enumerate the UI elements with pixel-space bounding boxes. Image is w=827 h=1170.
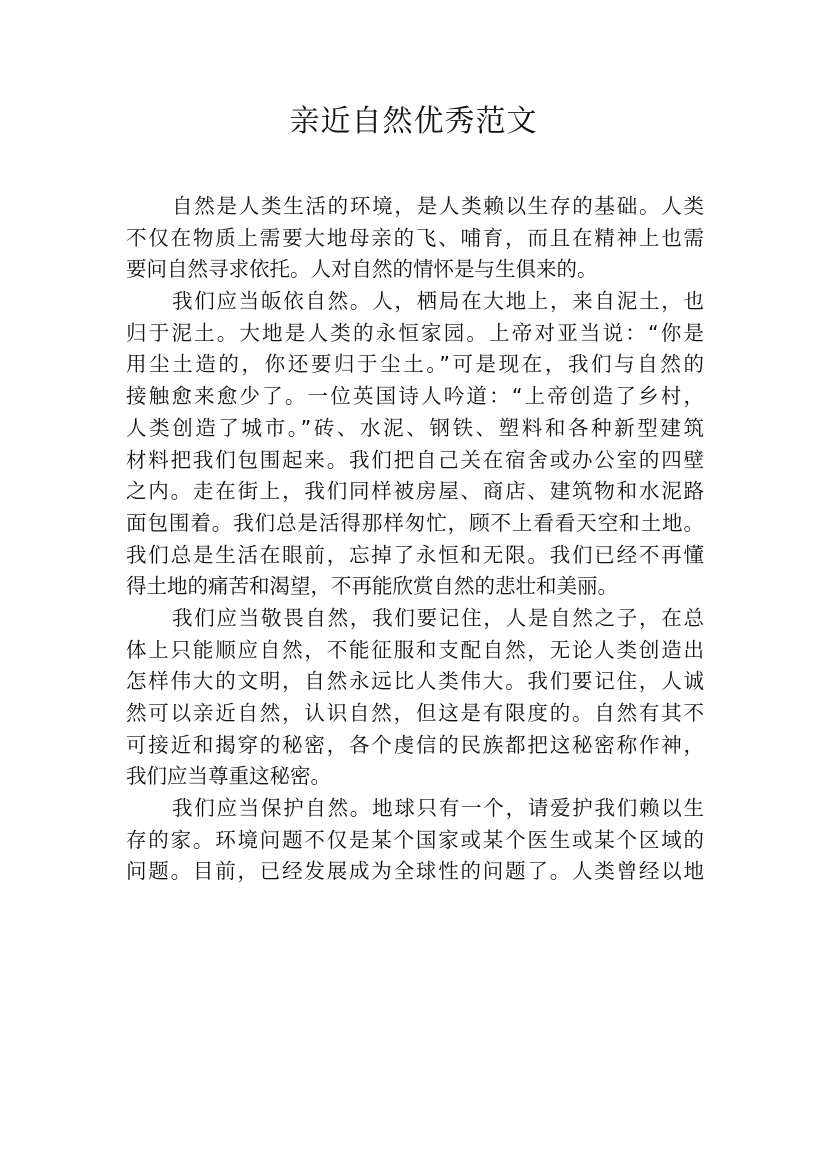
text-line: 归于泥土。大地是人类的永恒家园。上帝对亚当说：“你是 xyxy=(126,320,704,345)
text-line: 问题。目前，已经发展成为全球性的问题了。人类曾经以地 xyxy=(126,859,704,884)
document-body xyxy=(126,191,704,888)
text-line: 接触愈来愈少了。一位英国诗人吟道：“上帝创造了乡村， xyxy=(126,384,704,409)
paragraph-2 xyxy=(126,286,704,603)
text-line: 用尘土造的，你还要归于尘土。”可是现在，我们与自然的 xyxy=(126,352,704,377)
text-line: 要问自然寻求依托。人对自然的情怀是与生俱来的。 xyxy=(126,257,598,282)
text-line: 面包围着。我们总是活得那样匆忙，顾不上看看天空和土地。 xyxy=(126,510,704,535)
text-line: 我们应当皈依自然。人，栖局在大地上，来自泥土，也 xyxy=(172,289,704,314)
paragraph-3 xyxy=(126,603,704,793)
text-line: 自然是人类生活的环境，是人类赖以生存的基础。人类 xyxy=(172,194,704,218)
text-line: 人类创造了城市。”砖、水泥、钢铁、塑料和各种新型建筑 xyxy=(126,415,704,440)
text-line: 体上只能顺应自然，不能征服和支配自然，无论人类创造出 xyxy=(126,637,704,662)
text-line: 我们总是生活在眼前，忘掉了永恒和无限。我们已经不再懂 xyxy=(126,542,704,567)
text-line: 材料把我们包围起来。我们把自己关在宿舍或办公室的四壁 xyxy=(126,447,704,472)
text-line: 我们应当尊重这秘密。 xyxy=(126,764,331,789)
paragraph-1 xyxy=(126,191,704,286)
document-title: 亲近自然优秀范文 xyxy=(289,104,538,139)
text-line: 得土地的痛苦和渴望，不再能欣赏自然的悲壮和美丽。 xyxy=(126,574,618,599)
paragraph-4 xyxy=(126,793,704,888)
text-line: 不仅在物质上需要大地母亲的飞、哺育，而且在精神上也需 xyxy=(126,225,704,250)
text-line: 可接近和揭穿的秘密，各个虔信的民族都把这秘密称作神， xyxy=(126,732,704,757)
text-line: 怎样伟大的文明，自然永远比人类伟大。我们要记住，人诚 xyxy=(126,669,704,694)
text-line: 存的家。环境问题不仅是某个国家或某个医生或某个区域的 xyxy=(126,827,704,852)
text-line: 我们应当保护自然。地球只有一个，请爱护我们赖以生 xyxy=(172,796,704,821)
text-line: 然可以亲近自然，认识自然，但这是有限度的。自然有其不 xyxy=(126,701,704,725)
text-line: 之内。走在街上，我们同样被房屋、商店、建筑物和水泥路 xyxy=(126,479,704,504)
text-line: 我们应当敬畏自然，我们要记住，人是自然之子，在总 xyxy=(172,605,704,630)
